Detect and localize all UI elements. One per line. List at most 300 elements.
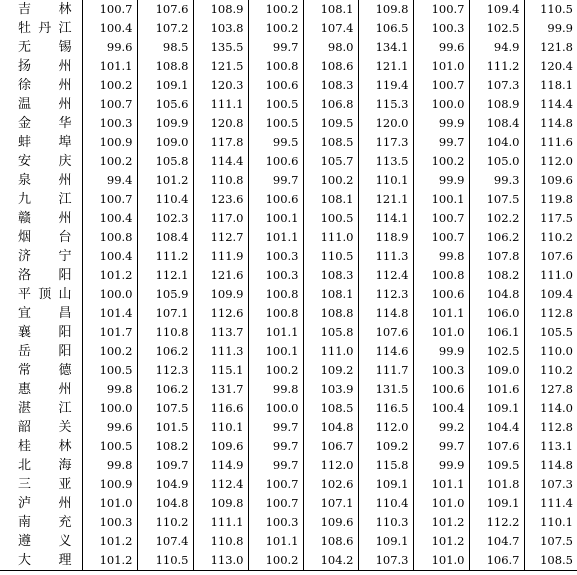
index-value: 108.5 xyxy=(303,133,358,152)
index-value: 99.7 xyxy=(248,171,303,190)
index-value: 109.9 xyxy=(137,114,193,133)
index-value: 99.2 xyxy=(413,418,469,437)
index-value: 112.3 xyxy=(358,285,413,304)
index-value: 109.6 xyxy=(303,513,358,532)
index-value: 100.7 xyxy=(82,190,137,209)
city-name: 安 庆 xyxy=(0,152,82,171)
index-value: 116.6 xyxy=(193,399,248,418)
city-name: 湛 江 xyxy=(0,399,82,418)
index-value: 109.1 xyxy=(469,494,524,513)
index-value: 109.0 xyxy=(137,133,193,152)
index-value: 100.3 xyxy=(248,247,303,266)
city-name: 平顶山 xyxy=(0,285,82,304)
index-value: 100.6 xyxy=(248,152,303,171)
city-name: 大 理 xyxy=(0,551,82,571)
index-value: 115.8 xyxy=(358,456,413,475)
table-row xyxy=(0,494,577,513)
index-value: 117.5 xyxy=(540,211,573,225)
index-value: 101.4 xyxy=(82,304,137,323)
index-value: 110.1 xyxy=(540,515,573,529)
index-value: 110.3 xyxy=(358,513,413,532)
index-value: 110.1 xyxy=(358,171,413,190)
table-row xyxy=(0,342,577,361)
index-value: 111.2 xyxy=(137,247,193,266)
index-value: 106.2 xyxy=(469,228,524,247)
index-value: 108.1 xyxy=(303,190,358,209)
index-value: 121.6 xyxy=(193,266,248,285)
index-value: 100.5 xyxy=(82,437,137,456)
index-value: 101.2 xyxy=(137,171,193,190)
index-value: 107.5 xyxy=(540,534,573,548)
index-value: 100.0 xyxy=(82,399,137,418)
index-value: 110.0 xyxy=(540,344,573,358)
index-value: 100.4 xyxy=(82,19,137,38)
table-row xyxy=(0,361,577,380)
table-row xyxy=(0,95,577,114)
index-value: 110.8 xyxy=(137,323,193,342)
index-value: 119.4 xyxy=(358,76,413,95)
index-value: 111.4 xyxy=(540,496,573,510)
index-value: 99.7 xyxy=(248,38,303,57)
city-name: 泸 州 xyxy=(0,494,82,513)
index-value: 112.3 xyxy=(137,361,193,380)
index-value: 99.3 xyxy=(469,171,524,190)
index-value: 107.5 xyxy=(469,190,524,209)
index-value: 99.7 xyxy=(248,437,303,456)
table-row xyxy=(0,418,577,437)
index-value: 113.0 xyxy=(193,551,248,571)
index-value: 101.1 xyxy=(413,304,469,323)
index-value: 111.1 xyxy=(193,513,248,532)
index-value: 100.3 xyxy=(248,266,303,285)
index-value: 108.1 xyxy=(303,0,358,19)
index-value: 104.8 xyxy=(303,418,358,437)
index-value: 109.1 xyxy=(469,399,524,418)
index-value: 109.2 xyxy=(358,437,413,456)
index-value: 110.1 xyxy=(193,418,248,437)
index-value: 102.5 xyxy=(469,342,524,361)
index-value: 109.6 xyxy=(193,437,248,456)
index-value: 99.9 xyxy=(547,21,573,35)
table-row xyxy=(0,19,577,38)
index-value: 107.6 xyxy=(540,249,573,263)
table-row xyxy=(0,532,577,551)
table-row xyxy=(0,76,577,95)
index-value: 107.6 xyxy=(469,437,524,456)
city-name: 徐 州 xyxy=(0,76,82,95)
index-value: 120.8 xyxy=(193,114,248,133)
index-value: 111.0 xyxy=(303,342,358,361)
table-row xyxy=(0,380,577,399)
index-value: 135.5 xyxy=(193,38,248,57)
index-value: 104.8 xyxy=(137,494,193,513)
index-value: 99.7 xyxy=(413,133,469,152)
index-value: 111.1 xyxy=(193,95,248,114)
index-value: 110.8 xyxy=(193,532,248,551)
index-value: 100.4 xyxy=(413,399,469,418)
index-value: 108.9 xyxy=(469,95,524,114)
index-value: 109.8 xyxy=(358,0,413,19)
index-value: 100.7 xyxy=(248,475,303,494)
index-value: 100.1 xyxy=(248,209,303,228)
index-value: 111.3 xyxy=(193,342,248,361)
index-value: 112.7 xyxy=(193,228,248,247)
index-value: 106.7 xyxy=(469,551,524,571)
index-value: 101.2 xyxy=(82,532,137,551)
index-value: 101.0 xyxy=(413,494,469,513)
index-value: 102.3 xyxy=(137,209,193,228)
index-value: 105.9 xyxy=(137,285,193,304)
index-value: 114.0 xyxy=(540,401,573,415)
index-value: 100.7 xyxy=(248,494,303,513)
index-value: 108.8 xyxy=(137,57,193,76)
index-value: 107.3 xyxy=(540,477,573,491)
index-value: 117.8 xyxy=(193,133,248,152)
index-value: 108.9 xyxy=(193,0,248,19)
index-value: 113.1 xyxy=(540,439,573,453)
index-value: 100.3 xyxy=(413,19,469,38)
index-value: 100.9 xyxy=(82,475,137,494)
index-value: 118.1 xyxy=(540,78,573,92)
index-value: 104.7 xyxy=(469,532,524,551)
index-value: 104.2 xyxy=(303,551,358,571)
index-value: 109.5 xyxy=(303,114,358,133)
index-value: 121.1 xyxy=(358,57,413,76)
index-value: 99.6 xyxy=(413,38,469,57)
table-row xyxy=(0,399,577,418)
index-value: 94.9 xyxy=(469,38,524,57)
index-value: 114.4 xyxy=(540,97,573,111)
index-value: 107.8 xyxy=(469,247,524,266)
index-value: 109.6 xyxy=(540,173,573,187)
index-value: 99.9 xyxy=(413,171,469,190)
index-value: 107.1 xyxy=(303,494,358,513)
index-value: 102.2 xyxy=(469,209,524,228)
index-value: 106.2 xyxy=(137,380,193,399)
city-name: 宜 昌 xyxy=(0,304,82,323)
index-value: 100.1 xyxy=(413,190,469,209)
index-value: 100.3 xyxy=(82,513,137,532)
index-value: 100.4 xyxy=(82,209,137,228)
index-value: 112.4 xyxy=(193,475,248,494)
index-value: 103.8 xyxy=(193,19,248,38)
index-value: 100.4 xyxy=(82,247,137,266)
index-value: 103.9 xyxy=(303,380,358,399)
city-name: 赣 州 xyxy=(0,209,82,228)
index-value: 115.1 xyxy=(193,361,248,380)
city-name: 南 充 xyxy=(0,513,82,532)
index-value: 120.3 xyxy=(193,76,248,95)
index-value: 107.4 xyxy=(137,532,193,551)
index-value: 100.2 xyxy=(303,171,358,190)
index-value: 110.8 xyxy=(193,171,248,190)
index-value: 101.1 xyxy=(248,323,303,342)
index-value: 100.7 xyxy=(413,228,469,247)
index-value: 99.6 xyxy=(82,38,137,57)
table-row xyxy=(0,551,577,571)
index-value: 100.6 xyxy=(248,190,303,209)
city-name: 韶 关 xyxy=(0,418,82,437)
index-value: 107.5 xyxy=(137,399,193,418)
city-name: 常 德 xyxy=(0,361,82,380)
table-row xyxy=(0,456,577,475)
index-value: 100.3 xyxy=(248,513,303,532)
index-value: 100.8 xyxy=(248,285,303,304)
index-value: 100.8 xyxy=(82,228,137,247)
index-value: 104.0 xyxy=(469,133,524,152)
city-name: 北 海 xyxy=(0,456,82,475)
city-name: 岳 阳 xyxy=(0,342,82,361)
index-value: 114.8 xyxy=(540,116,573,130)
index-value: 110.2 xyxy=(540,363,573,377)
index-value: 100.7 xyxy=(413,0,469,19)
index-value: 100.6 xyxy=(248,76,303,95)
index-value: 101.2 xyxy=(413,513,469,532)
index-value: 117.0 xyxy=(193,209,248,228)
index-value: 104.9 xyxy=(137,475,193,494)
index-value: 99.8 xyxy=(82,456,137,475)
index-value: 100.5 xyxy=(248,95,303,114)
table-row xyxy=(0,228,577,247)
index-value: 112.0 xyxy=(303,456,358,475)
city-name: 烟 台 xyxy=(0,228,82,247)
index-value: 106.0 xyxy=(469,304,524,323)
city-name: 三 亚 xyxy=(0,475,82,494)
city-name: 牡丹江 xyxy=(0,19,82,38)
index-value: 112.0 xyxy=(540,154,573,168)
index-value: 108.1 xyxy=(303,285,358,304)
index-value: 100.5 xyxy=(82,361,137,380)
index-value: 100.0 xyxy=(413,95,469,114)
index-value: 112.8 xyxy=(540,420,573,434)
index-value: 105.7 xyxy=(303,152,358,171)
index-value: 99.7 xyxy=(248,418,303,437)
index-value: 101.1 xyxy=(82,57,137,76)
index-value: 99.8 xyxy=(248,380,303,399)
index-value: 100.8 xyxy=(248,57,303,76)
index-value: 109.1 xyxy=(358,532,413,551)
index-value: 111.9 xyxy=(193,247,248,266)
index-value: 101.1 xyxy=(413,475,469,494)
city-name: 温 州 xyxy=(0,95,82,114)
index-value: 108.2 xyxy=(137,437,193,456)
index-value: 99.9 xyxy=(413,342,469,361)
index-value: 114.8 xyxy=(540,458,573,472)
index-value: 108.6 xyxy=(303,57,358,76)
index-value: 100.6 xyxy=(413,285,469,304)
index-value: 112.0 xyxy=(358,418,413,437)
table-row xyxy=(0,437,577,456)
index-value: 100.2 xyxy=(82,342,137,361)
index-value: 99.7 xyxy=(413,437,469,456)
index-value: 100.2 xyxy=(248,0,303,19)
index-value: 112.8 xyxy=(540,306,573,320)
index-value: 101.1 xyxy=(248,532,303,551)
index-value: 111.3 xyxy=(358,247,413,266)
index-value: 121.1 xyxy=(358,190,413,209)
table-row xyxy=(0,38,577,57)
index-value: 112.1 xyxy=(137,266,193,285)
table-row xyxy=(0,57,577,76)
index-value: 99.9 xyxy=(413,456,469,475)
index-value: 109.4 xyxy=(540,287,573,301)
index-value: 108.6 xyxy=(303,532,358,551)
index-value: 100.9 xyxy=(82,133,137,152)
index-value: 100.0 xyxy=(82,285,137,304)
city-name: 遵 义 xyxy=(0,532,82,551)
index-value: 109.0 xyxy=(469,361,524,380)
index-value: 101.1 xyxy=(248,228,303,247)
index-value: 100.2 xyxy=(248,19,303,38)
city-name: 惠 州 xyxy=(0,380,82,399)
table-row xyxy=(0,114,577,133)
index-value: 105.8 xyxy=(137,152,193,171)
index-value: 101.6 xyxy=(469,380,524,399)
index-value: 101.0 xyxy=(413,551,469,571)
city-name: 济 宁 xyxy=(0,247,82,266)
table-row xyxy=(0,266,577,285)
index-value: 99.5 xyxy=(248,133,303,152)
city-name: 桂 林 xyxy=(0,437,82,456)
index-value: 100.8 xyxy=(413,266,469,285)
index-value: 100.2 xyxy=(248,551,303,571)
index-value: 111.0 xyxy=(303,228,358,247)
index-value: 107.1 xyxy=(137,304,193,323)
index-value: 106.5 xyxy=(358,19,413,38)
index-value: 113.5 xyxy=(358,152,413,171)
index-value: 107.2 xyxy=(137,19,193,38)
table-row xyxy=(0,323,577,342)
index-value: 109.8 xyxy=(193,494,248,513)
index-value: 110.4 xyxy=(358,494,413,513)
index-value: 99.8 xyxy=(413,247,469,266)
index-value: 100.7 xyxy=(82,0,137,19)
index-value: 111.0 xyxy=(540,268,573,282)
index-value: 131.7 xyxy=(193,380,248,399)
index-value: 100.6 xyxy=(413,380,469,399)
index-value: 108.2 xyxy=(469,266,524,285)
index-value: 108.5 xyxy=(303,399,358,418)
index-value: 105.0 xyxy=(469,152,524,171)
index-value: 113.7 xyxy=(193,323,248,342)
table-row xyxy=(0,475,577,494)
index-value: 101.2 xyxy=(82,551,137,571)
index-value: 106.1 xyxy=(469,323,524,342)
index-value: 110.5 xyxy=(137,551,193,571)
index-value: 101.7 xyxy=(82,323,137,342)
index-value: 106.2 xyxy=(137,342,193,361)
index-value: 127.8 xyxy=(540,382,573,396)
index-value: 110.2 xyxy=(137,513,193,532)
index-value: 101.0 xyxy=(82,494,137,513)
index-value: 111.7 xyxy=(358,361,413,380)
index-value: 106.7 xyxy=(303,437,358,456)
table-row xyxy=(0,247,577,266)
table-row xyxy=(0,171,577,190)
index-value: 111.2 xyxy=(469,57,524,76)
index-value: 112.6 xyxy=(193,304,248,323)
index-value: 110.2 xyxy=(540,230,573,244)
index-value: 108.3 xyxy=(303,76,358,95)
index-value: 114.1 xyxy=(358,209,413,228)
index-value: 100.0 xyxy=(248,399,303,418)
index-value: 104.4 xyxy=(469,418,524,437)
index-value: 107.4 xyxy=(303,19,358,38)
index-value: 100.2 xyxy=(82,76,137,95)
index-value: 106.8 xyxy=(303,95,358,114)
table-row xyxy=(0,133,577,152)
index-value: 101.0 xyxy=(413,57,469,76)
index-value: 134.1 xyxy=(358,38,413,57)
index-value: 121.8 xyxy=(540,40,573,54)
city-name: 无 锡 xyxy=(0,38,82,57)
table-row xyxy=(0,304,577,323)
index-value: 111.6 xyxy=(540,135,573,149)
city-name: 九 江 xyxy=(0,190,82,209)
index-value: 109.1 xyxy=(137,76,193,95)
index-value: 123.6 xyxy=(193,190,248,209)
index-value: 99.8 xyxy=(82,380,137,399)
index-value: 131.5 xyxy=(358,380,413,399)
index-value: 109.4 xyxy=(469,0,524,19)
index-value: 100.2 xyxy=(413,152,469,171)
index-value: 114.8 xyxy=(358,304,413,323)
table-row xyxy=(0,285,577,304)
index-value: 101.0 xyxy=(413,323,469,342)
index-value: 98.5 xyxy=(137,38,193,57)
index-value: 109.2 xyxy=(303,361,358,380)
index-value: 115.3 xyxy=(358,95,413,114)
index-value: 116.5 xyxy=(358,399,413,418)
index-value: 109.5 xyxy=(469,456,524,475)
index-value: 110.5 xyxy=(540,2,573,16)
index-value: 100.3 xyxy=(413,361,469,380)
index-value: 112.4 xyxy=(358,266,413,285)
index-value: 101.8 xyxy=(469,475,524,494)
index-value: 100.8 xyxy=(248,304,303,323)
index-value: 105.8 xyxy=(303,323,358,342)
index-value: 108.5 xyxy=(524,551,577,571)
index-value: 112.2 xyxy=(469,513,524,532)
index-value: 99.4 xyxy=(82,171,137,190)
index-value: 108.4 xyxy=(469,114,524,133)
index-value: 108.8 xyxy=(303,304,358,323)
index-value: 101.2 xyxy=(413,532,469,551)
index-value: 109.9 xyxy=(193,285,248,304)
index-value: 108.3 xyxy=(303,266,358,285)
index-value: 109.7 xyxy=(137,456,193,475)
city-name: 蚌 埠 xyxy=(0,133,82,152)
index-value: 100.7 xyxy=(413,76,469,95)
index-value: 121.5 xyxy=(193,57,248,76)
table-row xyxy=(0,152,577,171)
index-value: 119.8 xyxy=(540,192,573,206)
index-value: 100.7 xyxy=(82,95,137,114)
index-value: 104.8 xyxy=(469,285,524,304)
index-value: 110.4 xyxy=(137,190,193,209)
index-value: 100.7 xyxy=(413,209,469,228)
index-value: 100.2 xyxy=(248,361,303,380)
index-value: 114.9 xyxy=(193,456,248,475)
city-name: 金 华 xyxy=(0,114,82,133)
table-row xyxy=(0,190,577,209)
index-value: 98.0 xyxy=(303,38,358,57)
index-value: 100.1 xyxy=(248,342,303,361)
city-name: 扬 州 xyxy=(0,57,82,76)
index-value: 110.5 xyxy=(303,247,358,266)
table-row xyxy=(0,513,577,532)
index-value: 99.9 xyxy=(413,114,469,133)
